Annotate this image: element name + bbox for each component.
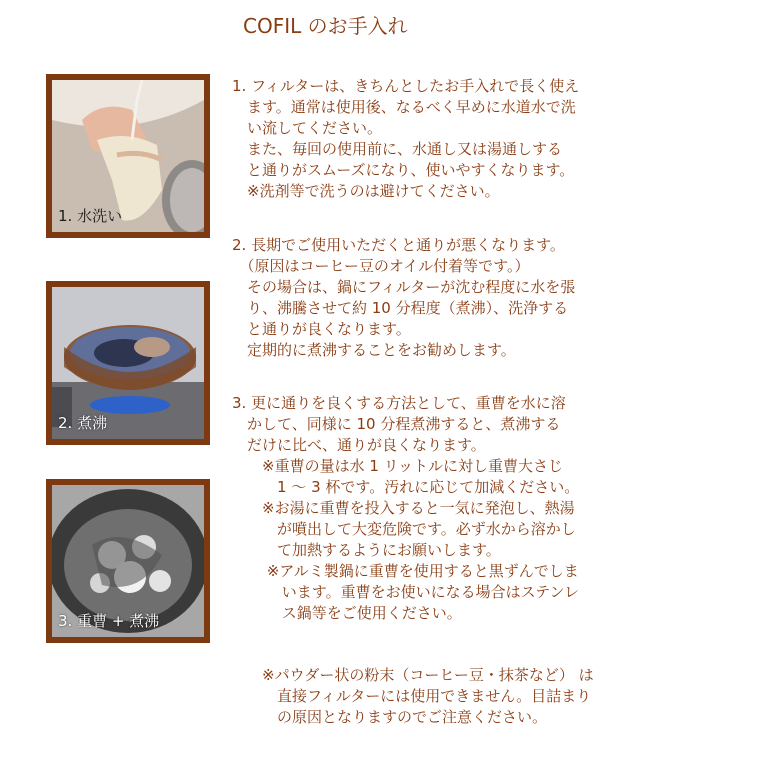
text-line: ます。通常は使用後、なるべく早めに水道水で洗 <box>232 98 576 116</box>
text-line: ※洗剤等で洗うのは避けてください。 <box>232 182 500 200</box>
text-line: ス鍋等をご使用ください。 <box>232 604 462 622</box>
baking-soda-photo <box>46 479 210 643</box>
text-line: 3. 更に通りを良くする方法として、重曹を水に溶 <box>232 394 566 412</box>
text-line: て加熱するようにお願いします。 <box>232 541 501 559</box>
text-line: い流してください。 <box>232 119 383 137</box>
text-line: 1. フィルターは、きちんとしたお手入れで長く使え <box>232 77 580 95</box>
text-line: り、沸騰させて約 10 分程度（煮沸）、洗浄する <box>232 299 569 317</box>
text-line: また、毎回の使用前に、水通し又は湯通しする <box>232 140 563 158</box>
text-line: かして、同様に 10 分程煮沸すると、煮沸する <box>232 415 561 433</box>
text-line: ※お湯に重曹を投入すると一気に発泡し、熱湯 <box>232 499 575 517</box>
washing-caption: 1. 水洗い <box>58 207 123 225</box>
text-line: 2. 長期でご使用いただくと通りが悪くなります。 <box>232 236 565 254</box>
section-washing <box>232 76 579 202</box>
text-line: ※パウダー状の粉末（コーヒー豆・抹茶など） は <box>232 666 594 684</box>
text-line: 1 ～ 3 杯です。汚れに応じて加減ください。 <box>232 478 580 496</box>
text-line: ※重曹の量は水 1 リットルに対し重曹大さじ <box>232 457 564 475</box>
text-line: だけに比べ、通りが良くなります。 <box>232 436 486 454</box>
washing-photo <box>46 74 210 238</box>
page-title: COFIL のお手入れ <box>243 14 408 38</box>
text-line: その場合は、鍋にフィルターが沈む程度に水を張 <box>232 278 576 296</box>
text-line: 定期的に煮沸することをお勧めします。 <box>232 341 516 359</box>
text-line: と通りがスムーズになり、使いやすくなります。 <box>232 161 575 179</box>
text-line: （原因はコーヒー豆のオイル付着等です。） <box>232 257 530 275</box>
text-line: 直接フィルターには使用できません。目詰まり <box>232 687 592 705</box>
baking-soda-caption: 3. 重曹 + 煮沸 <box>58 612 160 630</box>
text-line: の原因となりますのでご注意ください。 <box>232 708 548 726</box>
section-baking-soda <box>232 393 579 624</box>
text-line: います。重曹をお使いになる場合はステンレ <box>232 583 580 601</box>
boiling-photo <box>46 281 210 445</box>
text-line: が噴出して大変危険です。必ず水から溶かし <box>232 520 576 538</box>
text-line: ※アルミ製鍋に重曹を使用すると黒ずんでしま <box>232 562 579 580</box>
boiling-caption: 2. 煮沸 <box>58 414 108 432</box>
powder-note <box>232 665 594 728</box>
section-boiling <box>232 235 575 361</box>
text-line: と通りが良くなります。 <box>232 320 411 338</box>
